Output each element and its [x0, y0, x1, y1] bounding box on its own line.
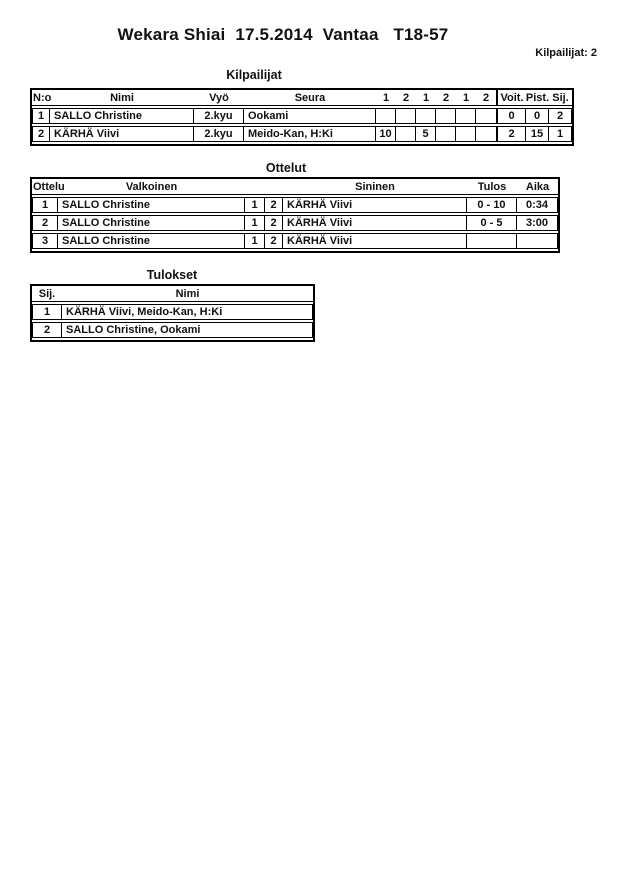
cell-tulos: [467, 233, 517, 249]
cell-no: 1: [32, 108, 50, 124]
cell-score-6: [476, 108, 496, 124]
cell-nimi: KÄRHÄ Viivi: [50, 126, 194, 142]
cell-nimi: KÄRHÄ Viivi, Meido-Kan, H:Ki: [62, 304, 313, 320]
col-header-nimi: Nimi: [175, 287, 200, 300]
col-header-sij: Sij.: [552, 91, 569, 104]
col-header-score-2: 2: [402, 91, 410, 104]
cell-white-no: 1: [245, 233, 265, 249]
cell-blue-no: 2: [265, 233, 283, 249]
col-header-score-1: 1: [382, 91, 390, 104]
cell-sininen: KÄRHÄ Viivi: [283, 233, 467, 249]
col-header-sininen: Sininen: [355, 180, 395, 193]
cell-sij: 2: [32, 322, 62, 338]
cell-no: 2: [32, 126, 50, 142]
section-title-ottelut: Ottelut: [265, 161, 307, 175]
cell-sij: 1: [32, 304, 62, 320]
cell-seura: Ookami: [244, 108, 376, 124]
table-row: [32, 233, 558, 249]
cell-score-3: [416, 108, 436, 124]
col-header-score-3: 1: [422, 91, 430, 104]
cell-score-4: [436, 108, 456, 124]
cell-aika: 0:34: [517, 197, 558, 213]
cell-score-3: 5: [416, 126, 436, 142]
cell-vyo: 2.kyu: [194, 108, 244, 124]
cell-nimi: SALLO Christine, Ookami: [62, 322, 313, 338]
table-row: [32, 322, 313, 338]
table-row: [32, 304, 313, 320]
table-kilpailijat: [30, 88, 574, 146]
cell-sininen: KÄRHÄ Viivi: [283, 215, 467, 231]
cell-pist: 0: [526, 108, 549, 124]
cell-pist: 15: [526, 126, 549, 142]
cell-sij: 2: [549, 108, 572, 124]
col-header-score-6: 2: [482, 91, 490, 104]
cell-sininen: KÄRHÄ Viivi: [283, 197, 467, 213]
col-header-nimi: Nimi: [110, 91, 134, 104]
section-title-tulokset: Tulokset: [146, 268, 198, 282]
cell-score-5: [456, 108, 476, 124]
col-header-tulos: Tulos: [477, 180, 507, 193]
cell-score-2: [396, 126, 416, 142]
cell-nimi: SALLO Christine: [50, 108, 194, 124]
col-header-seura: Seura: [294, 91, 326, 104]
cell-score-6: [476, 126, 496, 142]
table-row: [32, 108, 572, 124]
cell-score-1: 10: [376, 126, 396, 142]
cell-seura: Meido-Kan, H:Ki: [244, 126, 376, 142]
table-ottelut: [30, 177, 560, 253]
cell-blue-no: 2: [265, 215, 283, 231]
cell-ottelu: 1: [32, 197, 58, 213]
table-tulokset: [30, 284, 315, 342]
cell-vyo: 2.kyu: [194, 126, 244, 142]
cell-blue-no: 2: [265, 197, 283, 213]
table-row: [32, 197, 558, 213]
cell-ottelu: 2: [32, 215, 58, 231]
table-header-row: [32, 179, 558, 195]
cell-tulos: 0 - 10: [467, 197, 517, 213]
col-header-score-5: 1: [462, 91, 470, 104]
page-title: Wekara Shiai 17.5.2014 Vantaa T18-57: [117, 25, 449, 44]
table-row: [32, 215, 558, 231]
col-header-score-4: 2: [442, 91, 450, 104]
cell-ottelu: 3: [32, 233, 58, 249]
cell-valkoinen: SALLO Christine: [58, 197, 245, 213]
cell-score-2: [396, 108, 416, 124]
col-header-no: N:o: [33, 91, 52, 104]
table-header-row: [32, 90, 572, 106]
cell-tulos: 0 - 5: [467, 215, 517, 231]
col-header-pist: Pist.: [525, 91, 550, 104]
cell-score-5: [456, 126, 476, 142]
cell-voit: 0: [496, 108, 526, 124]
col-header-valkoinen: Valkoinen: [125, 180, 178, 193]
cell-valkoinen: SALLO Christine: [58, 233, 245, 249]
cell-score-1: [376, 108, 396, 124]
table-header-row: [32, 286, 313, 302]
cell-valkoinen: SALLO Christine: [58, 215, 245, 231]
cell-score-4: [436, 126, 456, 142]
col-header-vyo: Vyö: [209, 91, 229, 104]
cell-sij: 1: [549, 126, 572, 142]
col-header-sij: Sij.: [38, 287, 56, 300]
competitor-count-label: Kilpailijat: 2: [535, 47, 597, 59]
cell-white-no: 1: [245, 197, 265, 213]
cell-white-no: 1: [245, 215, 265, 231]
cell-voit: 2: [496, 126, 526, 142]
cell-aika: 3:00: [517, 215, 558, 231]
section-title-kilpailijat: Kilpailijat: [226, 68, 282, 82]
col-header-ottelu: Ottelu: [33, 180, 65, 193]
col-header-aika: Aika: [525, 180, 550, 193]
cell-aika: [517, 233, 558, 249]
col-header-voit: Voit.: [496, 90, 526, 105]
table-row: [32, 126, 572, 142]
